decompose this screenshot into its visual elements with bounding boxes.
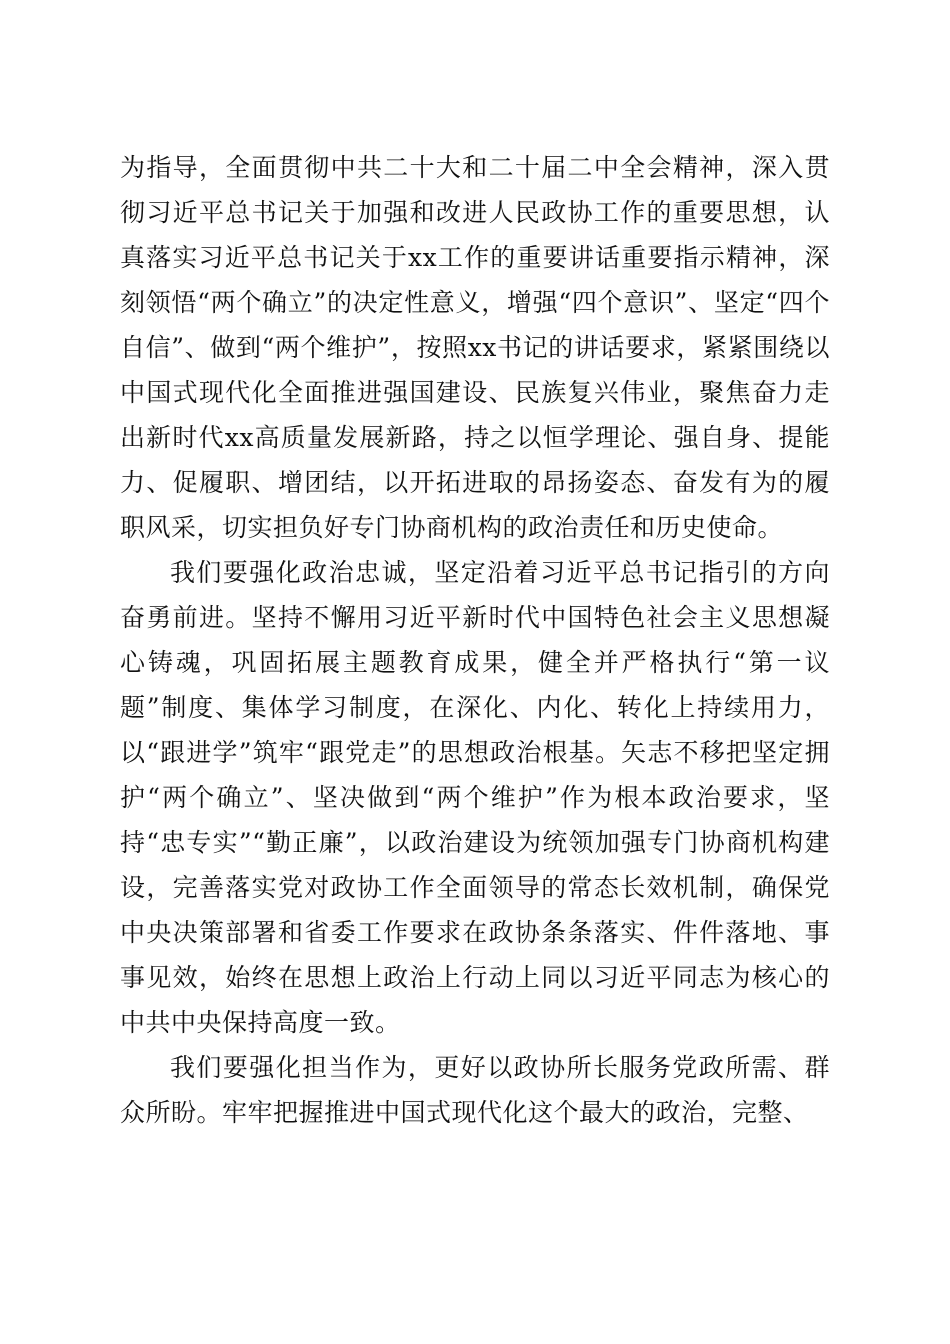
document-body [120,145,830,1135]
paragraph-1: 为指导，全面贯彻中共二十大和二十届二中全会精神，深入贯彻习近平总书记关于加强和改进人民政协工作的重要思想，认真落实习近平总书记关于xx工作的重要讲话重要指示精神，深刻领悟“两个确立”的决定性意义，增强“四个意识”、坚定“四个自信”、做到“两个维护”，按照xx书记的讲话要求，紧紧围绕以中国式现代化全面推进强国建设、民族复兴伟业，聚焦奋力走出新时代xx高质量发展新路，持之以恒学理论、强自身、提能力、促履职、增团结，以开拓进取的昂扬姿态、奋发有为的履职风采，切实担负好专门协商机构的政治责任和历史使命。 [120,153,830,542]
paragraph-3: 我们要强化担当作为，更好以政协所长服务党政所需、群众所盼。牢牢把握推进中国式现代化这个最大的政治，完整、 [120,1053,830,1127]
paragraph-2: 我们要强化政治忠诚，坚定沿着习近平总书记指引的方向奋勇前进。坚持不懈用习近平新时代中国特色社会主义思想凝心铸魂，巩固拓展主题教育成果，健全并严格执行“第一议题”制度、集体学习制度，在深化、内化、转化上持续用力，以“跟进学”筑牢“跟党走”的思想政治根基。矢志不移把坚定拥护“两个确立”、坚决做到“两个维护”作为根本政治要求，坚持“忠专实”“勤正廉”，以政治建设为统领加强专门协商机构建设，完善落实党对政协工作全面领导的常态长效机制，确保党中央决策部署和省委工作要求在政协条条落实、件件落地、事事见效，始终在思想上政治上行动上同以习近平同志为核心的中共中央保持高度一致。 [120,558,830,1037]
